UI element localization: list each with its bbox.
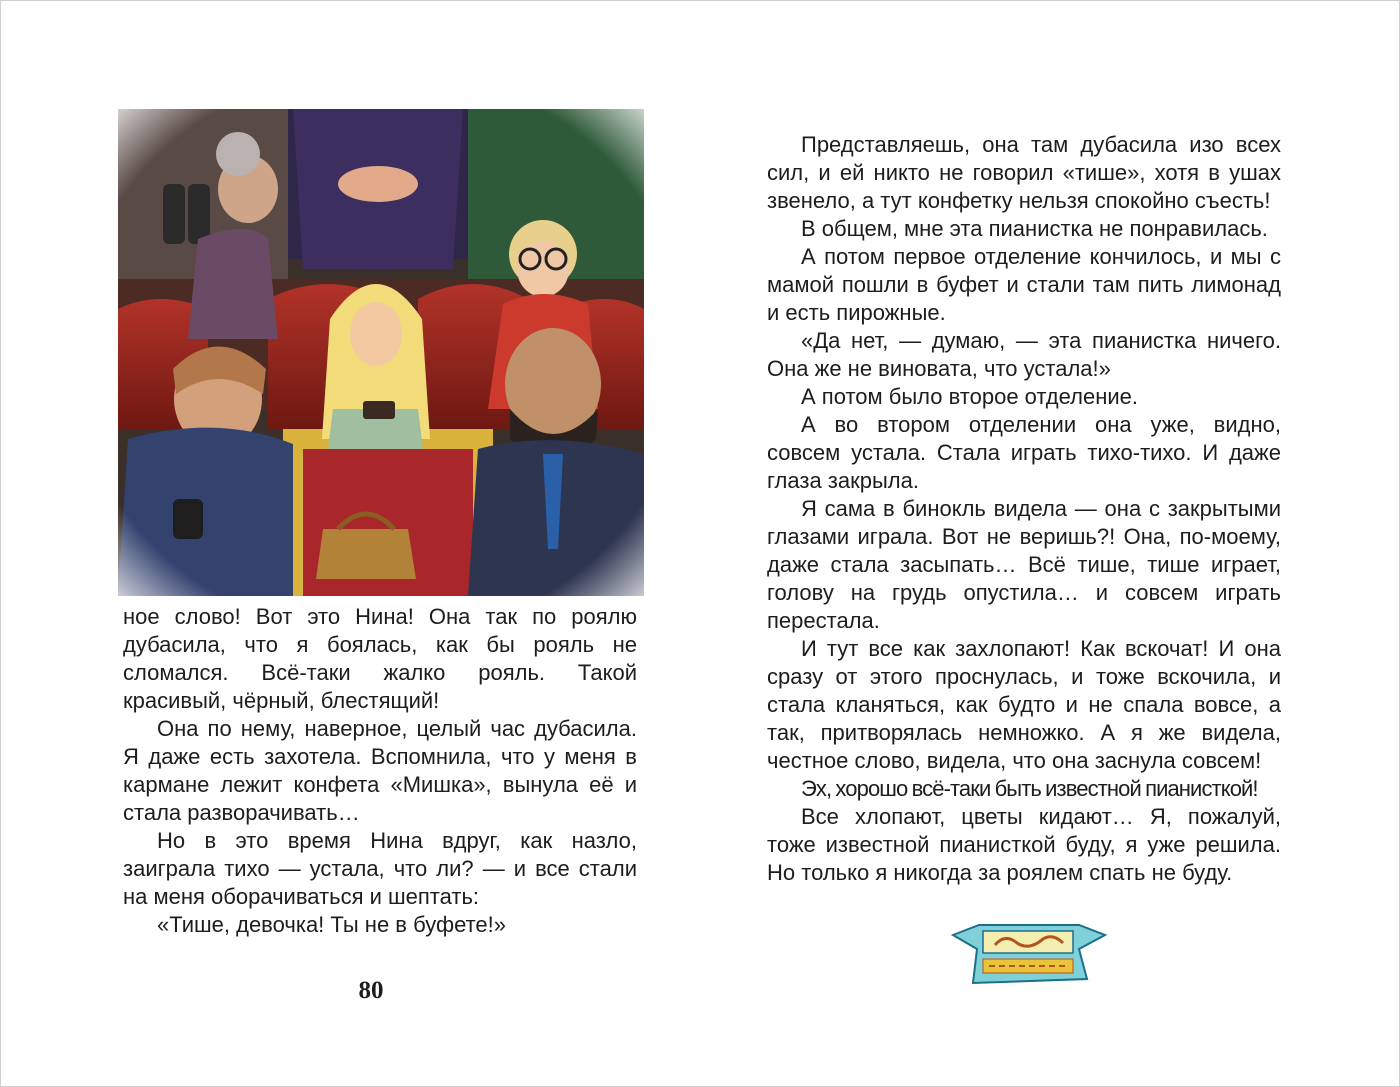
paragraph: Я сама в бинокль видела — она с закрытыми глазами играла. Вот не веришь?! Она, по-моему, даже стала засыпать… Всё тише, тише играет, голову на грудь опустила… и совсем играть перестала. xyxy=(767,496,1281,633)
paragraph: «Тише, девочка! Ты не в буфете!» xyxy=(157,912,506,937)
paragraph: И тут все как захлопают! Как вскочат! И она сразу от этого проснулась, и тоже вскочила, и стала кланяться, как будто и не спала вовсе, а так, притворялась немножко. А я же видела, честное слово, видела, что она заснула совсем! xyxy=(767,636,1281,773)
paragraph: В общем, мне эта пианистка не понравилась. xyxy=(801,216,1268,241)
paragraph: А потом первое отделение кончилось, и мы с мамой пошли в буфет и стали там пить лимонад и есть пирожные. xyxy=(767,244,1281,325)
candy-wrapper-icon xyxy=(947,919,1109,989)
paragraph: А во втором отделении она уже, видно, совсем устала. Стала играть тихо-тихо. И даже глаза закрыла. xyxy=(767,412,1281,493)
paragraph: Но в это время Нина вдруг, как назло, заиграла тихо — устала, что ли? — и все стали на меня оборачиваться и шептать: xyxy=(123,828,637,909)
paragraph: Все хлопают, цветы кидают… Я, пожалуй, тоже известной пианисткой буду, я уже решила. Но только я никогда за роялем спать не буду. xyxy=(767,804,1281,885)
page-number: 80 xyxy=(358,977,384,1004)
illustration-svg xyxy=(118,109,644,596)
paragraph: Она по нему, наверное, целый час дубасила. Я даже есть захотела. Вспомнила, что у меня в кармане лежит конфета «Мишка», вынула её и стала разворачивать… xyxy=(123,716,637,825)
right-page-text xyxy=(767,131,1281,887)
paragraph: Представляешь, она там дубасила изо всех сил, и ей никто не говорил «тише», хотя в ушах звенело, а тут конфетку нельзя спокойно съесть! xyxy=(767,132,1281,213)
paragraph: Эх, хорошо всё-таки быть известной пианисткой! xyxy=(801,776,1258,801)
left-page-text xyxy=(123,603,637,939)
paragraph: «Да нет, — думаю, — эта пианистка ничего. Она же не виновата, что устала!» xyxy=(767,328,1281,381)
theatre-audience-illustration xyxy=(118,109,644,596)
paragraph: А потом было второе отделение. xyxy=(801,384,1138,409)
paragraph: ное слово! Вот это Нина! Она так по роялю дубасила, что я боялась, как бы рояль не сломался. Всё-таки жалко рояль. Такой красивый, чёрный, блестящий! xyxy=(123,604,637,713)
